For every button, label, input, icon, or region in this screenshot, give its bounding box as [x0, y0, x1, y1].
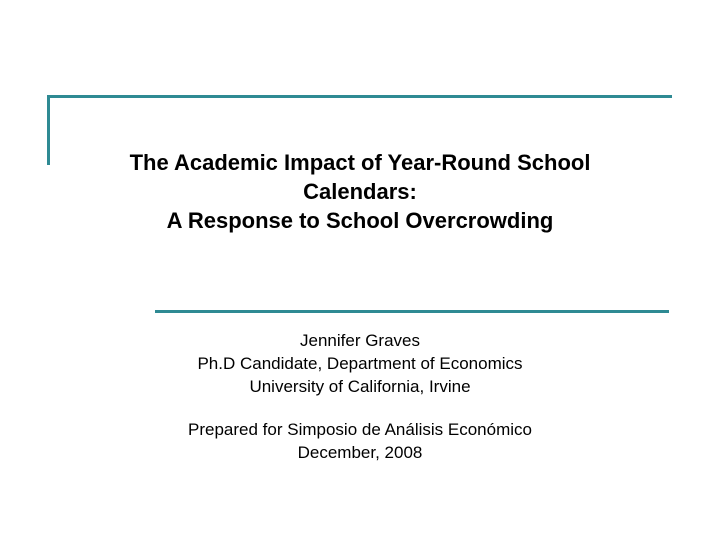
slide-title — [0, 148, 720, 235]
spacer — [0, 398, 720, 418]
subtitle-accent-rule — [155, 310, 669, 313]
title-line-3: A Response to School Overcrowding — [166, 208, 554, 233]
presentation-date: December, 2008 — [297, 443, 423, 462]
author-position: Ph.D Candidate, Department of Economics — [197, 354, 523, 373]
title-line-1: The Academic Impact of Year-Round School — [129, 150, 591, 175]
top-accent-rule — [47, 95, 672, 98]
title-line-2: Calendars: — [303, 179, 417, 204]
author-name: Jennifer Graves — [300, 331, 420, 350]
prepared-for: Prepared for Simposio de Análisis Económico — [188, 420, 532, 439]
subtitle-block — [0, 329, 720, 464]
author-affiliation: University of California, Irvine — [249, 377, 471, 396]
